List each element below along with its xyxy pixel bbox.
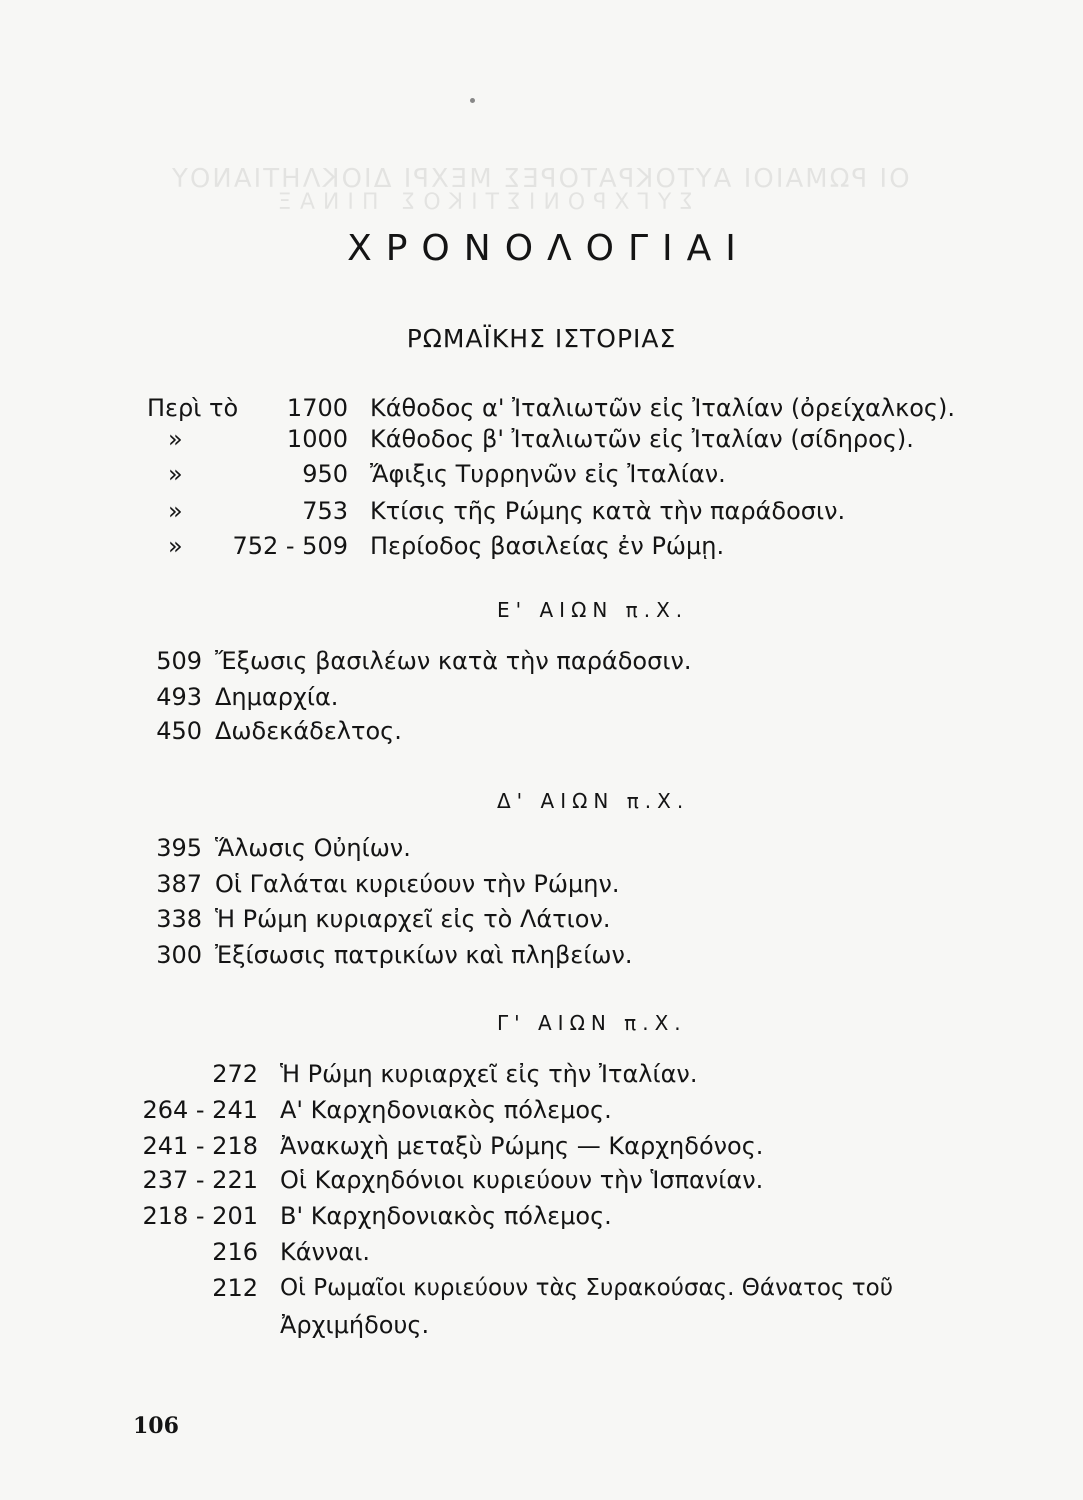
row-prefix: » bbox=[168, 425, 183, 453]
row-event: Ἡ Ρώμη κυριαρχεῖ εἰς τὴν Ἰταλίαν. bbox=[280, 1060, 698, 1088]
row-event: Κάθοδος α' Ἰταλιωτῶν εἰς Ἰταλίαν (ὀρείχαλκος). bbox=[370, 394, 955, 422]
row-year: 218 - 201 bbox=[142, 1202, 258, 1230]
row-event: Β' Καρχηδονιακὸς πόλεμος. bbox=[280, 1202, 612, 1230]
row-event: Κάθοδος β' Ἰταλιωτῶν εἰς Ἰταλίαν (σίδηρος). bbox=[370, 425, 914, 453]
row-year: 338 bbox=[156, 905, 202, 933]
row-event: Α' Καρχηδονιακὸς πόλεμος. bbox=[280, 1096, 612, 1124]
row-event: Δημαρχία. bbox=[215, 683, 339, 711]
row-event: Οἱ Ρωμαῖοι κυριεύουν τὰς Συρακούσας. Θάνατος τοῦ bbox=[280, 1275, 894, 1301]
century-heading: Γ' ΑΙΩΝ π.Χ. bbox=[497, 1011, 687, 1035]
row-year: 216 bbox=[212, 1238, 258, 1266]
row-year: 493 bbox=[156, 683, 202, 711]
century-heading: Δ' ΑΙΩΝ π.Χ. bbox=[497, 789, 690, 813]
row-prefix: » bbox=[168, 460, 183, 488]
row-year: 264 - 241 bbox=[142, 1096, 258, 1124]
row-year: 450 bbox=[156, 717, 202, 745]
row-year: 272 bbox=[212, 1060, 258, 1088]
row-year: 753 bbox=[302, 497, 348, 525]
row-prefix: » bbox=[168, 532, 183, 560]
row-year: 300 bbox=[156, 941, 202, 969]
century-heading: Ε' ΑΙΩΝ π.Χ. bbox=[497, 598, 689, 622]
row-year: 395 bbox=[156, 834, 202, 862]
row-year: 509 bbox=[156, 647, 202, 675]
row-event: Ἄφιξις Τυρρηνῶν εἰς Ἰταλίαν. bbox=[370, 460, 726, 488]
row-year: 1000 bbox=[286, 425, 348, 453]
row-year: 241 - 218 bbox=[142, 1132, 258, 1160]
row-year: 752 - 509 bbox=[232, 532, 348, 560]
page-subtitle: ΡΩΜΑΪΚΗΣ ΙΣΤΟΡΙΑΣ bbox=[406, 324, 677, 353]
row-event: Ἐξίσωσις πατρικίων καὶ πληβείων. bbox=[215, 941, 633, 969]
page-title: ΧΡΟΝΟΛΟΓΙΑΙ bbox=[347, 228, 750, 269]
row-year: 387 bbox=[156, 870, 202, 898]
row-year: 237 - 221 bbox=[142, 1166, 258, 1194]
row-event: Ἅλωσις Οὐηίων. bbox=[215, 834, 411, 862]
row-event: Ἔξωσις βασιλέων κατὰ τὴν παράδοσιν. bbox=[215, 647, 692, 675]
row-event: Κάνναι. bbox=[280, 1238, 370, 1266]
row-year: 212 bbox=[212, 1274, 258, 1302]
row-year: 950 bbox=[302, 460, 348, 488]
row-event: Κτίσις τῆς Ρώμης κατὰ τὴν παράδοσιν. bbox=[370, 497, 846, 525]
row-year: 1700 bbox=[286, 394, 348, 422]
bleed-through-line-2: ΣΥΓΧΡΟΝΙΣΤΙΚΟΣ ΠΙΝΑΞ bbox=[270, 190, 694, 215]
row-event: Ἀνακωχὴ μεταξὺ Ρώμης — Καρχηδόνος. bbox=[280, 1132, 764, 1160]
bleed-through-line-1: ΟΙ ΡΩΜΑΙΟΙ ΑΥΤΟΚΡΑΤΟΡΕΣ ΜΕΧΡΙ ΔΙΟΚΛΗΤΙΑΝΟΥ bbox=[170, 164, 910, 194]
row-event: Ἡ Ρώμη κυριαρχεῖ εἰς τὸ Λάτιον. bbox=[215, 905, 611, 933]
row-event: Οἱ Καρχηδόνιοι κυριεύουν τὴν Ἱσπανίαν. bbox=[280, 1166, 764, 1194]
row-event: Περίοδος βασιλείας ἐν Ρώμῃ. bbox=[370, 532, 725, 560]
page-number: 106 bbox=[133, 1413, 179, 1439]
row-event: Οἱ Γαλάται κυριεύουν τὴν Ρώμην. bbox=[215, 870, 620, 898]
row-prefix: Περὶ τὸ bbox=[147, 394, 239, 422]
row-prefix: » bbox=[168, 497, 183, 525]
row-event: Δωδεκάδελτος. bbox=[215, 717, 402, 745]
print-speck bbox=[470, 98, 475, 103]
row-event: Ἀρχιμήδους. bbox=[280, 1311, 430, 1339]
